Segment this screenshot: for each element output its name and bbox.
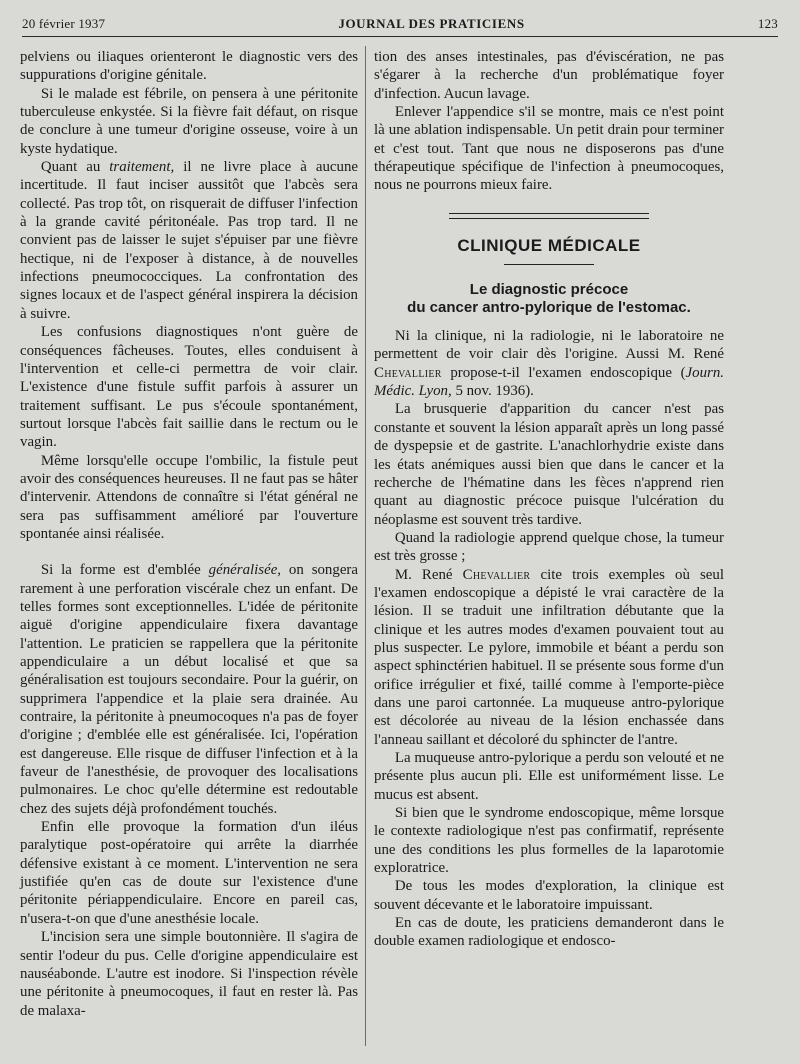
paragraph: Si la forme est d'emblée généralisée, on songera rarement à une perforation viscérale chez un enfant. De telles formes sont exceptionnelles. L'idée de péritonite aiguë d'origine appendiculaire fixera davantage l'attention. Le praticien se rappellera que la péritonite appendiculaire a un début localisé et que sa généralisation est toujours secondaire. Pour la guérir, on supprimera l'appendice et la plaie sera drainée. Au contraire, la péritonite à pneumocoques n'a pas de foyer d'origine ; d'emblée elle est généralisée. Ici, l'opération est dangereuse. Elle risque de diffuser l'infection et à la faveur de l'anesthésie, de provoquer des localisations pulmonaires. Le choc qu'elle détermine est redoutable chez des sujets déjà profondément touchés.: [20, 562, 358, 817]
article-title: Le diagnostic précoce du cancer antro-pylorique de l'estomac.: [407, 281, 691, 317]
paragraph: Enlever l'appendice s'il se montre, mais ce n'est point là une ablation indispensable. Un petit drain pour terminer et c'est tout. Tant que nous ne disposerons pas d'une thérapeutique spécifique de l'infection à pneumocoques, nous ne pourrons mieux faire.: [374, 104, 724, 194]
paragraph: Quant au traitement, il ne livre place à aucune incertitude. Il faut inciser aussitôt que l'abcès sera collecté. Pas trop tôt, on risquerait de diffuser l'infection à la grande cavité péritonéale. Pas trop tard. Il ne convient pas de laisser le sujet s'épuiser par une fièvre hectique, ni de l'exposer à distance, à de nouvelles infections pneumococciques. La confrontation des signes locaux et de l'aspect général inspirera la décision à suivre.: [20, 159, 358, 322]
paragraph: Si bien que le syndrome endoscopique, même lorsque le contexte radiologique n'est pas confirmatif, représente une des conditions les plus formelles de la laparotomie exploratrice.: [374, 805, 724, 877]
citation: Journ. Médic. Lyon,: [374, 364, 724, 400]
emphasis: traitement,: [109, 159, 175, 176]
paragraph: Quand la radiologie apprend quelque chose, la tumeur est très grosse ;: [374, 529, 724, 565]
left-column: [20, 48, 358, 1020]
column-divider: [365, 46, 366, 1046]
journal-title: JOURNAL DES PRATICIENS: [338, 16, 525, 31]
paragraph: M. René Chevallier cite trois exemples où seul l'examen endoscopique a dépisté le vrai caractère de la lésion. Il se traduit une infiltration débutante que la clinique et les autres modes d'examen pouvaient tout au plus suspecter. Le pylore, immobile et béant a perdu son aspect sphinctérien habituel. Il se présente sous forme d'un orifice irrégulier et fixé, taillé comme à l'emporte-pièce dans une paroi cartonnée. La muqueuse antro-pylorique est décolorée au niveau de la lésion enchassée dans l'anneau saillant et décoloré du sphincter de l'antre.: [374, 566, 724, 748]
title-rule: [504, 264, 594, 265]
paragraph: Si le malade est fébrile, on pensera à une péritonite tuberculeuse enkystée. Si la fièvre fait défaut, on risque de conclure à une tumeur d'origine osseuse, voire à un kyste hydatique.: [20, 85, 358, 157]
paragraph: Ni la clinique, ni la radiologie, ni le laboratoire ne permettent de voir clair dès l'origine. Aussi M. René Chevallier propose-t-il l'examen endoscopique (Journ. Médic. Lyon, 5 nov. 1936).: [374, 328, 724, 400]
paragraph: Les confusions diagnostiques n'ont guère de conséquences fâcheuses. Toutes, elles conduisent à l'intervention et celle-ci permettra de voir clair. L'existence d'une fistule suffit parfois à assurer un traitement suffisant. Le pus s'écoule spontanément, surtout lorsque l'abcès fait saillie dans le rectum ou le vagin.: [20, 324, 358, 451]
paragraph: La brusquerie d'apparition du cancer n'est pas constante et souvent la lésion apparaît après un long passé de dyspepsie et de gastrite. L'anachlorhydrie existe dans les états anémiques aussi bien que dans le cancer et la recherche de l'hématine dans les fèces n'apprend rien quant au diagnostic précoce puisque l'ulcération du néoplasme est souvent très tardive.: [374, 401, 724, 528]
section-gap: [20, 543, 358, 561]
section-rule: [449, 213, 649, 219]
paragraph: L'incision sera une simple boutonnière. Il s'agira de sentir l'odeur du pus. Celle d'origine appendiculaire est nauséabonde. L'autre est inodore. Si l'inspection révèle une péritonite à pneumocoques, il faut en rester là. Pas de malaxa-: [20, 929, 358, 1019]
emphasis: généralisée,: [208, 562, 282, 579]
author-name: Chevallier: [462, 566, 531, 583]
paragraph: pelviens ou iliaques orienteront le diagnostic vers des suppurations d'origine génitale.: [20, 49, 358, 84]
section-title: CLINIQUE MÉDICALE: [457, 235, 641, 255]
page-number: 123: [757, 16, 778, 31]
right-column: [374, 48, 724, 951]
paragraph: En cas de doute, les praticiens demanderont dans le double examen radiologique et endosco-: [374, 915, 724, 950]
author-name: Chevallier: [374, 364, 442, 381]
issue-date: 20 février 1937: [22, 16, 106, 31]
paragraph: De tous les modes d'exploration, la clinique est souvent décevante et le laboratoire impuissant.: [374, 878, 724, 913]
paragraph: La muqueuse antro-pylorique a perdu son velouté et ne présente plus aucun pli. Elle est uniformément lisse. Le mucus est absent.: [374, 750, 724, 803]
running-header: [22, 12, 778, 37]
paragraph: Enfin elle provoque la formation d'un iléus paralytique post-opératoire qui arrête la diarrhée défensive existant à ce moment. L'intervention ne sera justifiée qu'en cas de doute sur l'existence d'une péritonite périappendiculaire. Encore en pareil cas, n'usera-t-on que d'une anesthésie locale.: [20, 819, 358, 927]
paragraph: Même lorsqu'elle occupe l'ombilic, la fistule peut avoir des conséquences heureuses. Il ne faut pas se hâter d'intervenir. Attendons de connaître si l'état général ne sera pas suffisamment amélioré par l'ouverture spontanée ainsi réalisée.: [20, 452, 358, 542]
paragraph: tion des anses intestinales, pas d'éviscération, ne pas s'égarer à la recherche d'un problématique foyer d'infection. Aucun lavage.: [374, 49, 724, 102]
